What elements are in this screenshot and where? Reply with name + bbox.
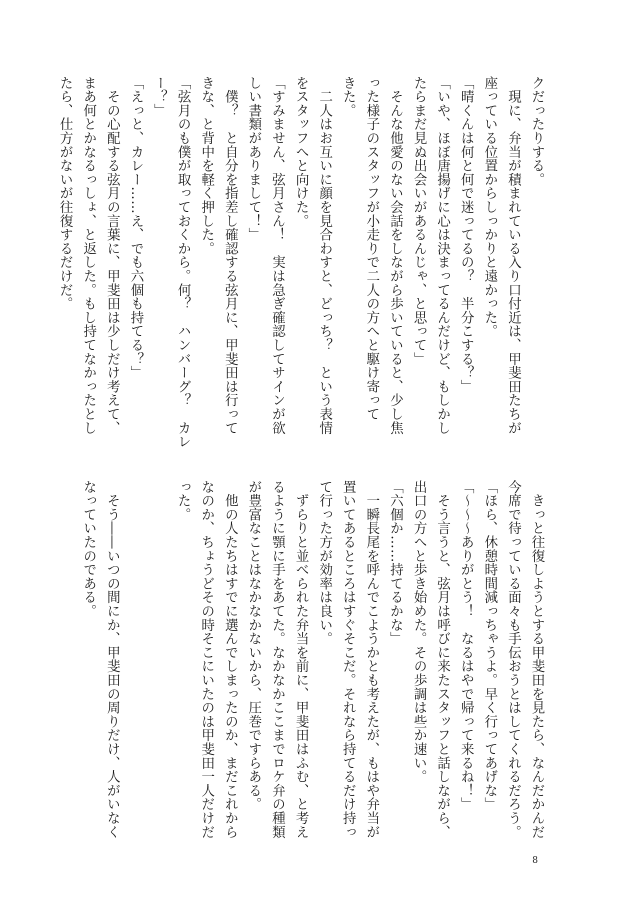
text-line: 出口の方へと歩き始めた。その歩調は些か速い。 — [411, 480, 427, 784]
text-line: 二人はお互いに顔を見合わすと、どっち？ という表情 — [316, 76, 332, 435]
text-line: 一瞬長尾を呼んでこようかとも考えたが、もはや弁当が — [363, 480, 379, 839]
text-line: たらまだ見ぬ出会いがあるんじゃ、と思って」 — [411, 76, 427, 366]
text-line: そんな他愛のない会話をしながら歩いていると、少し焦 — [387, 76, 403, 435]
text-line: クだったりする。 — [529, 76, 544, 187]
text-line: なっていたのである。 — [80, 480, 96, 618]
text-line: 今席で待っている面々も手伝おうとはしてくれるだろう。 — [505, 480, 521, 839]
text-line: て行った方が効率は良い。 — [316, 480, 332, 646]
text-line: きた。 — [340, 76, 356, 118]
text-line: 「六個か……持てるかな」 — [387, 480, 403, 646]
text-line: きな、と背中を軽く押した。 — [198, 76, 214, 256]
text-line: そう――いつの間にか、甲斐田の周りだけ、人がいなく — [104, 480, 120, 839]
text-line: きっと往復しようとする甲斐田を見たら、なんだかんだ — [529, 480, 544, 839]
text-line: 僕？ と自分を指差し確認する弦月に、甲斐田は行って — [222, 76, 238, 435]
text-line: ー？」 — [151, 76, 167, 118]
text-line: 他の人たちはすでに選んでしまったのか、まだこれから — [222, 480, 238, 839]
upper-text-block — [53, 76, 548, 450]
text-line: 「いや、ほぼ唐揚げに心は決まってるんだけど、もしかし — [434, 76, 450, 435]
text-line: 「ほら、休憩時間減っちゃうよ。早く行ってあげな」 — [481, 480, 497, 812]
text-line: なのか、ちょうどその時そこにいたのは甲斐田一人だけだ — [198, 480, 214, 839]
text-line — [147, 480, 171, 854]
text-line: その心配する弦月の言葉に、甲斐田は少しだけ考えて、 — [104, 76, 120, 435]
text-line: が豊富なことはなかなかないから、圧巻ですらある。 — [245, 480, 261, 812]
text-line — [123, 480, 147, 854]
text-line: 座っている位置からしっかりと遠かった。 — [481, 76, 497, 339]
text-line: をスタッフへと向けた。 — [293, 76, 309, 228]
text-line: まあ何とかなるっしょ、と返した。もし持てなかったとし — [80, 76, 96, 435]
text-line: たら、仕方がないが往復するだけだ。 — [57, 76, 73, 311]
text-line: ずらりと並べられた弁当を前に、甲斐田はふむ、と考え — [293, 480, 309, 839]
text-line: そう言うと、弦月は呼びに来たスタッフと話しながら、 — [434, 480, 450, 839]
text-line: 現に、弁当が積まれている入り口付近は、甲斐田たちが — [505, 76, 521, 435]
text-line: しい書類がありまして！」 — [245, 76, 261, 242]
text-line: るように顎に手をあてた。なかなかここまでロケ弁の種類 — [269, 480, 285, 839]
text-line: 「晴くんは何と何で迷ってるの？ 半分こする？」 — [458, 76, 474, 394]
page-number: 8 — [532, 856, 538, 866]
text-line: 「えっと、カレー……え、でも六個も持てる？」 — [127, 76, 143, 380]
text-line: 「すみません、弦月さん！ 実は急ぎ確認してサインが欲 — [269, 76, 285, 435]
text-line: 「～～～ありがとう！ なるはやで帰って来るね！」 — [458, 480, 474, 812]
text-line: 「弦月のも僕が取っておくから。何？ ハンバーグ？ カレ — [175, 76, 191, 449]
text-line: 置いてあるところはすぐそこだ。それなら持てるだけ持っ — [340, 480, 356, 839]
text-line: った様子のスタッフが小走りで二人の方へと駆け寄って — [363, 76, 379, 421]
lower-text-block — [76, 480, 548, 854]
text-line: った。 — [175, 480, 191, 522]
